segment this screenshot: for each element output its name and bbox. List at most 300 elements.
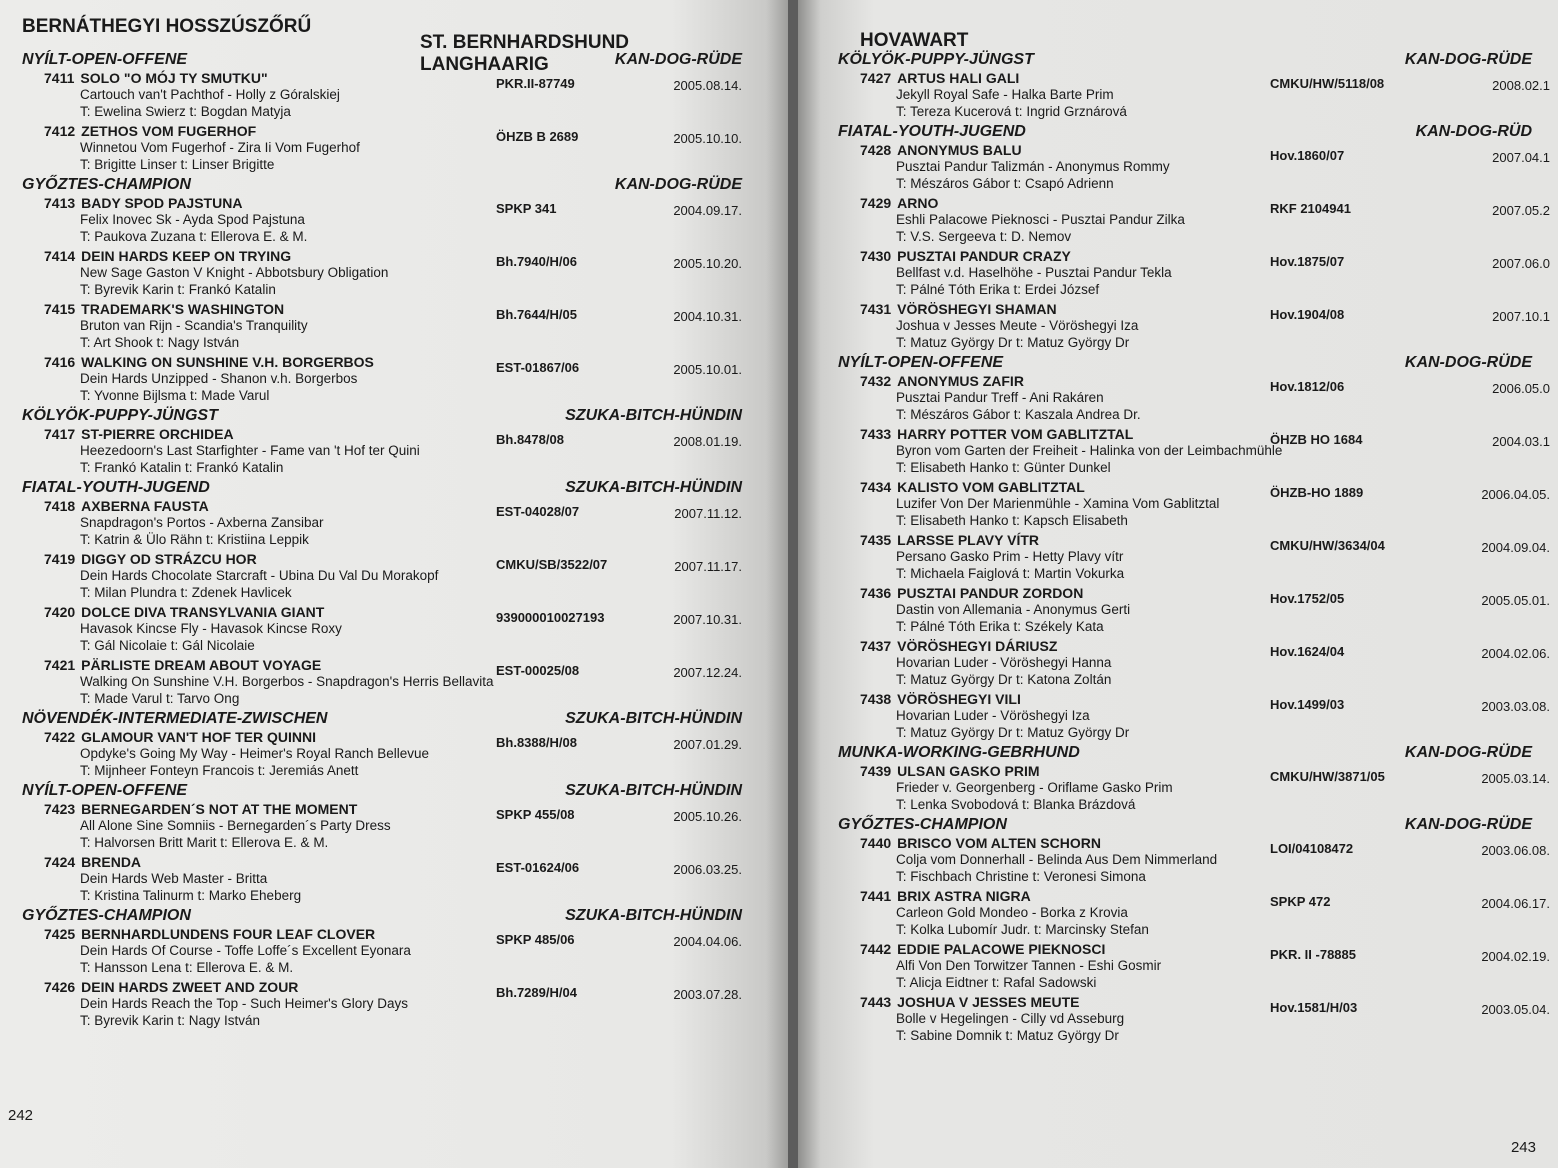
dog-pedigree: Pusztai Pandur Talizmán - Anonymus Rommy	[896, 159, 1170, 174]
dog-owner: T: Fischbach Christine t: Veronesi Simona	[896, 869, 1146, 884]
class-title: NYÍLT-OPEN-OFFENE	[838, 354, 1004, 371]
entry-number: 7413	[44, 195, 76, 211]
birth-date: 2005.10.26.	[673, 809, 742, 824]
dog-entry	[22, 248, 760, 298]
dog-name-line	[838, 691, 1550, 707]
dog-name-line	[22, 301, 760, 317]
dog-pedigree: Pusztai Pandur Treff - Ani Rakáren	[896, 390, 1104, 405]
entry-number: 7423	[44, 801, 76, 817]
registration-number: Hov.1860/07	[1270, 148, 1345, 163]
dog-name: EDDIE PALACOWE PIEKNOSCI	[897, 941, 1106, 957]
dog-pedigree: Bellfast v.d. Haselhöhe - Pusztai Pandur Tekla	[896, 265, 1172, 280]
dog-name: WALKING ON SUNSHINE V.H. BORGERBOS	[81, 354, 374, 370]
dog-entry	[22, 301, 760, 351]
registration-number: ÖHZB-HO 1889	[1270, 485, 1364, 500]
dog-owner: T: Made Varul t: Tarvo Ong	[80, 691, 240, 706]
dog-pedigree: Carleon Gold Mondeo - Borka z Krovia	[896, 905, 1128, 920]
dog-name-line	[22, 604, 760, 620]
class-heading	[22, 51, 760, 69]
birth-date: 2004.09.17.	[673, 203, 742, 218]
dog-pedigree: Dein Hards Reach the Top - Such Heimer's Glory Days	[80, 996, 408, 1011]
registration-number: PKR. II -78885	[1270, 947, 1356, 962]
registration-number: Hov.1499/03	[1270, 697, 1345, 712]
sex-heading: KAN-DOG-RÜDE	[614, 176, 742, 193]
dog-name: ANONYMUS ZAFIR	[897, 373, 1024, 389]
dog-owner: T: Katrin & Ülo Rähn t: Kristiina Leppik	[80, 532, 309, 547]
birth-date: 2008.01.19.	[673, 434, 742, 449]
registration-number: EST-00025/08	[496, 663, 580, 678]
registration-number: Bh.7289/H/04	[496, 985, 577, 1000]
dog-entry	[838, 691, 1550, 741]
class-title: GYŐZTES-CHAMPION	[838, 816, 1007, 833]
birth-date: 2003.05.04.	[1481, 1002, 1550, 1017]
dog-name-line	[838, 248, 1550, 264]
dog-entry	[838, 301, 1550, 351]
dog-owner: T: Hansson Lena t: Ellerova E. & M.	[80, 960, 294, 975]
registration-number: Hov.1904/08	[1270, 307, 1345, 322]
dog-name-line	[22, 248, 760, 264]
dog-entry	[838, 763, 1550, 813]
registration-number: Bh.7644/H/05	[496, 307, 577, 322]
class-title: MUNKA-WORKING-GEBRHUND	[838, 744, 1080, 761]
birth-date: 2004.06.17.	[1481, 896, 1550, 911]
dog-pedigree: All Alone Sine Somniis - Bernegarden´s Party Dress	[80, 818, 391, 833]
dog-name: VÖRÖSHEGYI VILI	[897, 691, 1021, 707]
breed-title-german: ST. BERNHARDSHUND LANGHAARIG	[420, 32, 630, 75]
dog-entry	[22, 70, 760, 120]
entry-number: 7411	[44, 70, 75, 86]
dog-entry	[838, 70, 1550, 120]
dog-name-line	[22, 979, 760, 995]
dog-entry	[22, 926, 760, 976]
class-heading	[22, 176, 760, 194]
dog-owner: T: Frankó Katalin t: Frankó Katalin	[80, 460, 284, 475]
dog-name-line	[22, 498, 760, 514]
dog-owner: T: Milan Plundra t: Zdenek Havlicek	[80, 585, 292, 600]
entry-number: 7429	[860, 195, 892, 211]
sex-heading: SZUKA-BITCH-HÜNDIN	[565, 907, 742, 924]
dog-name-line	[22, 426, 760, 442]
dog-entry	[22, 551, 760, 601]
dog-owner: T: Mészáros Gábor t: Csapó Adrienn	[896, 176, 1114, 191]
entry-number: 7438	[860, 691, 892, 707]
sex-heading: KAN-DOG-RÜDE	[1404, 51, 1532, 68]
dog-name-line	[22, 354, 760, 370]
dog-pedigree: Dein Hards Unzipped - Shanon v.h. Borgerbos	[80, 371, 358, 386]
birth-date: 2006.05.0	[1492, 381, 1550, 396]
entry-number: 7421	[44, 657, 76, 673]
dog-entry	[22, 426, 760, 476]
dog-pedigree: Eshli Palacowe Pieknosci - Pusztai Pandur Zilka	[896, 212, 1185, 227]
registration-number: RKF 2104941	[1270, 201, 1351, 216]
birth-date: 2004.02.19.	[1481, 949, 1550, 964]
dog-pedigree: Heezedoorn's Last Starfighter - Fame van 't Hof ter Quini	[80, 443, 420, 458]
dog-name-line	[838, 70, 1550, 86]
dog-name: LARSSE PLAVY VÍTR	[897, 532, 1039, 548]
dog-name-line	[22, 551, 760, 567]
birth-date: 2007.04.1	[1492, 150, 1550, 165]
dog-name-line	[838, 585, 1550, 601]
dog-owner: T: Matuz György Dr t: Matuz György Dr	[896, 725, 1130, 740]
class-heading	[838, 51, 1550, 69]
dog-entry	[838, 994, 1550, 1044]
dog-name: PÄRLISTE DREAM ABOUT VOYAGE	[81, 657, 322, 673]
dog-pedigree: Jekyll Royal Safe - Halka Barte Prim	[896, 87, 1114, 102]
dog-entry	[838, 142, 1550, 192]
sex-heading: SZUKA-BITCH-HÜNDIN	[565, 710, 742, 727]
page-number: 242	[8, 1107, 34, 1124]
dog-entry	[838, 426, 1550, 476]
registration-number: Hov.1581/H/03	[1270, 1000, 1358, 1015]
dog-entry	[22, 498, 760, 548]
birth-date: 2005.10.10.	[673, 131, 742, 146]
dog-name-line	[838, 532, 1550, 548]
dog-entry	[838, 835, 1550, 885]
dog-pedigree: Walking On Sunshine V.H. Borgerbos - Snapdragon's Herris Bellavita	[80, 674, 494, 689]
dog-entry	[838, 941, 1550, 991]
dog-owner: T: Lenka Svobodová t: Blanka Brázdová	[896, 797, 1136, 812]
birth-date: 2004.09.04.	[1481, 540, 1550, 555]
left-page-column	[22, 8, 760, 1032]
registration-number: CMKU/HW/3871/05	[1270, 769, 1385, 784]
entry-number: 7427	[860, 70, 892, 86]
dog-pedigree: Havasok Kincse Fly - Havasok Kincse Roxy	[80, 621, 342, 636]
dog-owner: T: Kolka Lubomír Judr. t: Marcinsky Stefan	[896, 922, 1149, 937]
dog-pedigree: Persano Gasko Prim - Hetty Plavy vítr	[896, 549, 1124, 564]
birth-date: 2007.10.31.	[673, 612, 742, 627]
class-title: FIATAL-YOUTH-JUGEND	[22, 479, 210, 496]
dog-pedigree: Frieder v. Georgenberg - Oriflame Gasko Prim	[896, 780, 1173, 795]
dog-pedigree: Byron vom Garten der Freiheit - Halinka von der Leimbachmühle	[896, 443, 1283, 458]
entry-number: 7437	[860, 638, 892, 654]
right-page	[798, 0, 1558, 1168]
entry-number: 7426	[44, 979, 76, 995]
dog-name: BERNHARDLUNDENS FOUR LEAF CLOVER	[81, 926, 376, 942]
class-title: GYŐZTES-CHAMPION	[22, 176, 191, 193]
class-heading	[838, 354, 1550, 372]
class-heading	[838, 816, 1550, 834]
registration-number: CMKU/SB/3522/07	[496, 557, 608, 572]
dog-name-line	[22, 729, 760, 745]
sex-heading: SZUKA-BITCH-HÜNDIN	[565, 407, 742, 424]
registration-number: Hov.1812/06	[1270, 379, 1345, 394]
dog-name: PUSZTAI PANDUR CRAZY	[897, 248, 1071, 264]
dog-name-line	[22, 801, 760, 817]
dog-pedigree: Winnetou Vom Fugerhof - Zira Ii Vom Fugerhof	[80, 140, 360, 155]
sex-heading: SZUKA-BITCH-HÜNDIN	[565, 479, 742, 496]
birth-date: 2005.03.14.	[1481, 771, 1550, 786]
dog-pedigree: Bruton van Rijn - Scandia's Tranquility	[80, 318, 308, 333]
dog-name: ZETHOS VOM FUGERHOF	[81, 123, 257, 139]
entry-number: 7436	[860, 585, 892, 601]
dog-owner: T: Byrevik Karin t: Nagy István	[80, 1013, 261, 1028]
registration-number: PKR.II-87749	[496, 76, 575, 91]
dog-name-line	[22, 70, 760, 86]
dog-owner: T: Matuz György Dr t: Matuz György Dr	[896, 335, 1130, 350]
dog-owner: T: Gál Nicolaie t: Gál Nicolaie	[80, 638, 255, 653]
dog-name: PUSZTAI PANDUR ZORDON	[897, 585, 1084, 601]
birth-date: 2008.02.1	[1492, 78, 1550, 93]
birth-date: 2007.05.2	[1492, 203, 1550, 218]
entry-number: 7435	[860, 532, 892, 548]
entry-number: 7418	[44, 498, 76, 514]
dog-owner: T: Paukova Zuzana t: Ellerova E. & M.	[80, 229, 308, 244]
dog-entry	[838, 638, 1550, 688]
entry-number: 7433	[860, 426, 892, 442]
entry-number: 7440	[860, 835, 892, 851]
breed-header-row	[838, 8, 1550, 51]
class-heading	[838, 744, 1550, 762]
dog-pedigree: Dein Hards Of Course - Toffe Loffe´s Excellent Eyonara	[80, 943, 411, 958]
class-title: NYÍLT-OPEN-OFFENE	[22, 782, 188, 799]
dog-name-line	[838, 835, 1550, 851]
entry-number: 7434	[860, 479, 892, 495]
dog-owner: T: Pálné Tóth Erika t: Erdei József	[896, 282, 1100, 297]
sex-heading: KAN-DOG-RÜDE	[1404, 354, 1532, 371]
birth-date: 2007.10.1	[1492, 309, 1550, 324]
dog-name-line	[22, 657, 760, 673]
birth-date: 2004.03.1	[1492, 434, 1550, 449]
dog-name: DOLCE DIVA TRANSYLVANIA GIANT	[81, 604, 325, 620]
dog-pedigree: Dein Hards Web Master - Britta	[80, 871, 268, 886]
entry-number: 7422	[44, 729, 76, 745]
dog-entry	[838, 532, 1550, 582]
class-heading	[22, 710, 760, 728]
birth-date: 2006.03.25.	[673, 862, 742, 877]
dog-name: BADY SPOD PAJSTUNA	[81, 195, 243, 211]
dog-name-line	[838, 888, 1550, 904]
dog-name: AXBERNA FAUSTA	[81, 498, 209, 514]
sex-heading: SZUKA-BITCH-HÜNDIN	[565, 782, 742, 799]
dog-entry	[22, 979, 760, 1029]
dog-name: HARRY POTTER VOM GABLITZTAL	[897, 426, 1134, 442]
entry-number: 7425	[44, 926, 76, 942]
birth-date: 2003.07.28.	[673, 987, 742, 1002]
registration-number: EST-01867/06	[496, 360, 580, 375]
dog-name-line	[838, 994, 1550, 1010]
birth-date: 2004.04.06.	[673, 934, 742, 949]
birth-date: 2007.01.29.	[673, 737, 742, 752]
entry-number: 7442	[860, 941, 892, 957]
entry-number: 7415	[44, 301, 76, 317]
dog-pedigree: Dastin von Allemania - Anonymus Gerti	[896, 602, 1131, 617]
dog-name: ULSAN GASKO PRIM	[897, 763, 1040, 779]
dog-entry	[838, 888, 1550, 938]
entry-number: 7439	[860, 763, 892, 779]
dog-entry	[838, 195, 1550, 245]
birth-date: 2005.05.01.	[1481, 593, 1550, 608]
dog-name: VÖRÖSHEGYI DÁRIUSZ	[897, 638, 1058, 654]
sex-heading: KAN-DOG-RÜDE	[1404, 744, 1532, 761]
birth-date: 2005.10.01.	[673, 362, 742, 377]
dog-name: BRIX ASTRA NIGRA	[897, 888, 1031, 904]
dog-entry	[22, 729, 760, 779]
class-heading	[838, 123, 1550, 141]
registration-number: SPKP 341	[496, 201, 557, 216]
registration-number: CMKU/HW/3634/04	[1270, 538, 1385, 553]
dog-name-line	[838, 195, 1550, 211]
dog-pedigree: Colja vom Donnerhall - Belinda Aus Dem Nimmerland	[896, 852, 1218, 867]
entry-number: 7424	[44, 854, 76, 870]
birth-date: 2003.03.08.	[1481, 699, 1550, 714]
birth-date: 2006.04.05.	[1481, 487, 1550, 502]
sex-heading: KAN-DOG-RÜDE	[1404, 816, 1532, 833]
entry-number: 7443	[860, 994, 892, 1010]
dog-owner: T: Mészáros Gábor t: Kaszala Andrea Dr.	[896, 407, 1141, 422]
sex-heading: KAN-DOG-RÜD	[1415, 123, 1532, 140]
dog-entry	[838, 373, 1550, 423]
class-title: NYÍLT-OPEN-OFFENE	[22, 51, 188, 68]
dog-name-line	[838, 142, 1550, 158]
dog-pedigree: Luzifer Von Der Marienmühle - Xamina Vom Gablitztal	[896, 496, 1220, 511]
class-title: GYŐZTES-CHAMPION	[22, 907, 191, 924]
entry-number: 7428	[860, 142, 892, 158]
birth-date: 2004.10.31.	[673, 309, 742, 324]
registration-number: SPKP 472	[1270, 894, 1331, 909]
class-heading	[22, 407, 760, 425]
dog-name: TRADEMARK'S WASHINGTON	[81, 301, 285, 317]
breed-title-hungarian: BERNÁTHEGYI HOSSZÚSZŐRŰ	[22, 16, 312, 37]
entry-number: 7417	[44, 426, 76, 442]
entry-number: 7419	[44, 551, 76, 567]
dog-entry	[22, 195, 760, 245]
dog-pedigree: New Sage Gaston V Knight - Abbotsbury Obligation	[80, 265, 389, 280]
sex-heading: KAN-DOG-RÜDE	[614, 51, 742, 68]
entry-number: 7412	[44, 123, 76, 139]
dog-name-line	[838, 373, 1550, 389]
dog-entry	[838, 585, 1550, 635]
dog-name: VÖRÖSHEGYI SHAMAN	[897, 301, 1057, 317]
dog-pedigree: Felix Inovec Sk - Ayda Spod Pajstuna	[80, 212, 305, 227]
dog-name-line	[22, 195, 760, 211]
dog-owner: T: V.S. Sergeeva t: D. Nemov	[896, 229, 1072, 244]
class-heading	[22, 479, 760, 497]
dog-name: ST-PIERRE ORCHIDEA	[81, 426, 234, 442]
birth-date: 2005.08.14.	[673, 78, 742, 93]
registration-number: Bh.8388/H/08	[496, 735, 577, 750]
birth-date: 2004.02.06.	[1481, 646, 1550, 661]
dog-name: JOSHUA V JESSES MEUTE	[897, 994, 1080, 1010]
dog-owner: T: Sabine Domnik t: Matuz György Dr	[896, 1028, 1119, 1043]
registration-number: Bh.7940/H/06	[496, 254, 577, 269]
dog-owner: T: Pálné Tóth Erika t: Székely Kata	[896, 619, 1104, 634]
dog-pedigree: Cartouch van't Pachthof - Holly z Góralskiej	[80, 87, 340, 102]
dog-owner: T: Kristina Talinurm t: Marko Eheberg	[80, 888, 302, 903]
birth-date: 2005.10.20.	[673, 256, 742, 271]
registration-number: 939000010027193	[496, 610, 605, 625]
dog-entry	[22, 657, 760, 707]
registration-number: Bh.8478/08	[496, 432, 564, 447]
dog-pedigree: Dein Hards Chocolate Starcraft - Ubina Du Val Du Morakopf	[80, 568, 439, 583]
entry-number: 7420	[44, 604, 76, 620]
dog-entry	[22, 354, 760, 404]
dog-name: DEIN HARDS ZWEET AND ZOUR	[81, 979, 299, 995]
dog-name-line	[22, 854, 760, 870]
dog-pedigree: Opdyke's Going My Way - Heimer's Royal Ranch Bellevue	[80, 746, 430, 761]
class-title: KÖLYÖK-PUPPY-JÜNGST	[22, 407, 218, 424]
dog-name-line	[22, 123, 760, 139]
dog-name: BRENDA	[81, 854, 142, 870]
dog-name: DEIN HARDS KEEP ON TRYING	[81, 248, 292, 264]
registration-number: Hov.1875/07	[1270, 254, 1345, 269]
dog-pedigree: Snapdragon's Portos - Axberna Zansibar	[80, 515, 324, 530]
dog-name-line	[838, 941, 1550, 957]
registration-number: EST-01624/06	[496, 860, 580, 875]
dog-name: KALISTO VOM GABLITZTAL	[897, 479, 1085, 495]
dog-owner: T: Byrevik Karin t: Frankó Katalin	[80, 282, 276, 297]
dog-name: GLAMOUR VAN'T HOF TER QUINNI	[81, 729, 316, 745]
registration-number: Hov.1752/05	[1270, 591, 1345, 606]
dog-owner: T: Tereza Kucerová t: Ingrid Grznárová	[896, 104, 1127, 119]
entry-number: 7441	[860, 888, 892, 904]
dog-entry	[22, 801, 760, 851]
class-title: NÖVENDÉK-INTERMEDIATE-ZWISCHEN	[22, 710, 328, 727]
dog-owner: T: Michaela Faiglová t: Martin Vokurka	[896, 566, 1125, 581]
dog-pedigree: Alfi Von Den Torwitzer Tannen - Eshi Gosmir	[896, 958, 1162, 973]
dog-name-line	[838, 638, 1550, 654]
dog-owner: T: Mijnheer Fonteyn Francois t: Jeremiás Anett	[80, 763, 359, 778]
dog-name: DIGGY OD STRÁZCU HOR	[81, 551, 257, 567]
dog-pedigree: Hovarian Luder - Vöröshegyi Hanna	[896, 655, 1112, 670]
registration-number: LOI/04108472	[1270, 841, 1354, 856]
page-number: 243	[1510, 1139, 1536, 1156]
dog-name: ANONYMUS BALU	[897, 142, 1022, 158]
dog-name-line	[22, 926, 760, 942]
registration-number: SPKP 485/06	[496, 932, 575, 947]
dog-name-line	[838, 426, 1550, 442]
right-page-column	[838, 8, 1550, 1047]
dog-entry	[838, 248, 1550, 298]
dog-name: ARTUS HALI GALI	[897, 70, 1020, 86]
dog-name-line	[838, 479, 1550, 495]
class-heading	[22, 907, 760, 925]
registration-number: ÖHZB B 2689	[496, 129, 579, 144]
dog-pedigree: Hovarian Luder - Vöröshegyi Iza	[896, 708, 1090, 723]
registration-number: CMKU/HW/5118/08	[1270, 76, 1385, 91]
class-title: FIATAL-YOUTH-JUGEND	[838, 123, 1026, 140]
dog-owner: T: Elisabeth Hanko t: Kapsch Elisabeth	[896, 513, 1128, 528]
entry-number: 7416	[44, 354, 76, 370]
class-heading	[22, 782, 760, 800]
dog-pedigree: Bolle v Hegelingen - Cilly vd Asseburg	[896, 1011, 1125, 1026]
dog-owner: T: Yvonne Bijlsma t: Made Varul	[80, 388, 270, 403]
dog-name: SOLO "O MÓJ TY SMUTKU"	[80, 70, 268, 86]
entry-number: 7414	[44, 248, 76, 264]
dog-owner: T: Alicja Eidtner t: Rafal Sadowski	[896, 975, 1097, 990]
registration-number: EST-04028/07	[496, 504, 580, 519]
dog-name-line	[838, 763, 1550, 779]
registration-number: ÖHZB HO 1684	[1270, 432, 1363, 447]
breed-title: HOVAWART	[860, 30, 969, 51]
birth-date: 2003.06.08.	[1481, 843, 1550, 858]
dog-name: BRISCO VOM ALTEN SCHORN	[897, 835, 1101, 851]
dog-entry	[22, 604, 760, 654]
registration-number: SPKP 455/08	[496, 807, 575, 822]
dog-owner: T: Elisabeth Hanko t: Günter Dunkel	[896, 460, 1111, 475]
dog-pedigree: Joshua v Jesses Meute - Vöröshegyi Iza	[896, 318, 1139, 333]
dog-owner: T: Halvorsen Britt Marit t: Ellerova E. & M.	[80, 835, 329, 850]
dog-owner: T: Art Shook t: Nagy István	[80, 335, 240, 350]
birth-date: 2007.06.0	[1492, 256, 1550, 271]
dog-entry	[22, 854, 760, 904]
birth-date: 2007.11.12.	[674, 506, 742, 521]
dog-name: ARNO	[897, 195, 939, 211]
dog-entry	[22, 123, 760, 173]
dog-owner: T: Matuz György Dr t: Katona Zoltán	[896, 672, 1112, 687]
dog-owner: T: Ewelina Swierz t: Bogdan Matyja	[80, 104, 291, 119]
birth-date: 2007.11.17.	[674, 559, 742, 574]
registration-number: Hov.1624/04	[1270, 644, 1345, 659]
